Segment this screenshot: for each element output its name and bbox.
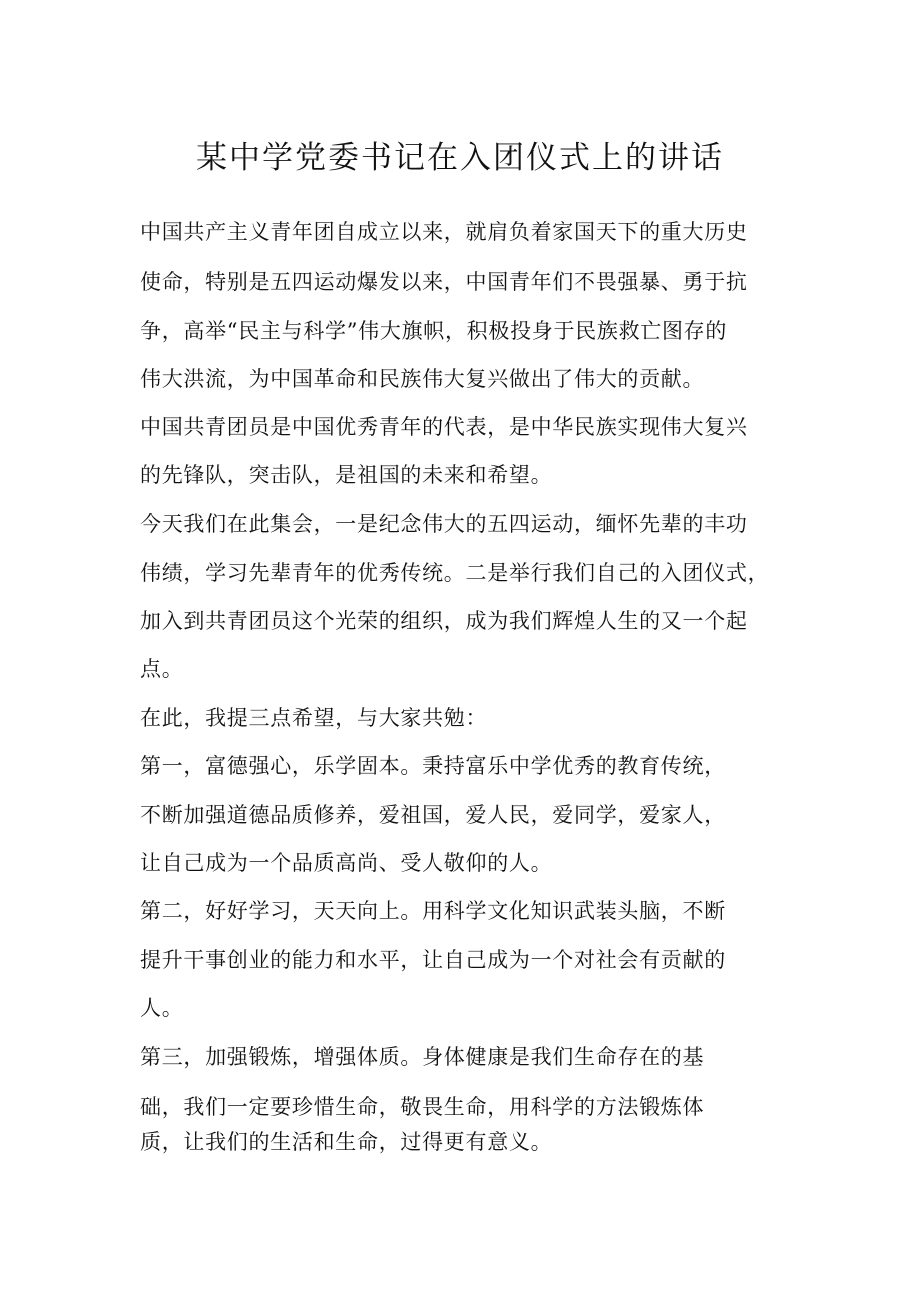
paragraph-line: 加入到共青团员这个光荣的组织，成为我们辉煌人生的又一个起 (140, 609, 748, 633)
paragraph-line: 质，让我们的生活和生命，过得更有意义。 (140, 1130, 553, 1154)
paragraph-line: 使命，特别是五四运动爆发以来，中国青年们不畏强暴、勇于抗 (140, 270, 748, 294)
paragraph-line: 让自己成为一个品质高尚、受人敬仰的人。 (140, 851, 553, 875)
paragraph-line: 的先锋队，突击队，是祖国的未来和希望。 (140, 463, 553, 487)
paragraph-line: 争，高举“民主与科学”伟大旗帜，积极投身于民族救亡图存的 (140, 319, 728, 343)
paragraph-line: 不断加强道德品质修养，爱祖国，爱人民，爱同学，爱家人， (140, 803, 726, 827)
paragraph-line: 中国共产主义青年团自成立以来，就肩负着家国天下的重大历史 (140, 220, 748, 244)
document-title: 某中学党委书记在入团仪式上的讲话 (196, 140, 724, 176)
paragraph-line: 第一，富德强心，乐学固本。秉持富乐中学优秀的教育传统， (140, 754, 726, 778)
paragraph-line: 第三，加强锻炼，增强体质。身体健康是我们生命存在的基 (140, 1045, 705, 1069)
paragraph-line: 人。 (140, 996, 184, 1020)
paragraph-line: 伟大洪流，为中国革命和民族伟大复兴做出了伟大的贡献。 (140, 367, 705, 391)
paragraph-line: 中国共青团员是中国优秀青年的代表，是中华民族实现伟大复兴 (140, 415, 748, 439)
paragraph-line: 点。 (140, 657, 184, 681)
paragraph-line: 伟绩，学习先辈青年的优秀传统。二是举行我们自己的入团仪式， (140, 561, 770, 585)
paragraph-line: 在此，我提三点希望，与大家共勉： (140, 706, 488, 730)
paragraph-line: 第二，好好学习，天天向上。用科学文化知识武装头脑，不断 (140, 899, 726, 923)
paragraph-line: 今天我们在此集会，一是纪念伟大的五四运动，缅怀先辈的丰功 (140, 512, 748, 536)
paragraph-line: 提升干事创业的能力和水平，让自己成为一个对社会有贡献的 (140, 948, 726, 972)
paragraph-line: 础，我们一定要珍惜生命，敬畏生命，用科学的方法锻炼体 (140, 1095, 705, 1119)
